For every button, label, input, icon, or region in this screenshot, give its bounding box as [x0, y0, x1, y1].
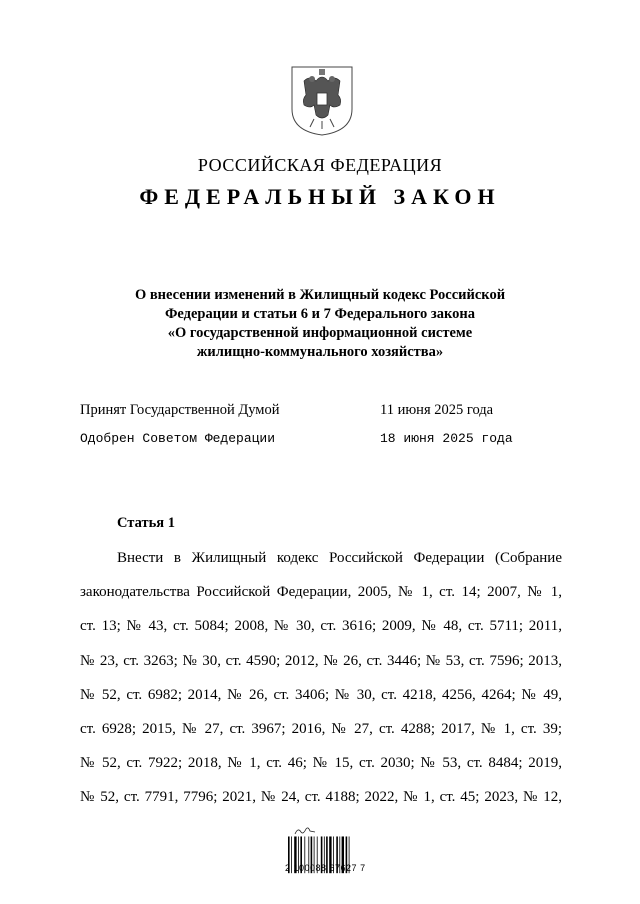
article-body [80, 548, 562, 822]
council-label: Одобрен Советом Федерации [80, 431, 276, 446]
duma-date: 11 июня 2025 года [380, 402, 494, 418]
barcode-number: 2 100088 67627 7 [285, 863, 366, 873]
article-line: № 52, ст. 7791, 7796; 2021, № 24, ст. 4188; 2022, № 1, ст. 45; 2023, № 12, [80, 789, 562, 806]
law-title-line: жилищно-коммунального хозяйства» [196, 344, 444, 360]
article-line: № 23, ст. 3263; № 30, ст. 4590; 2012, № 26, ст. 3446; № 53, ст. 7596; 2013, [80, 652, 562, 669]
document-type: ФЕДЕРАЛЬНЫЙ ЗАКОН [139, 184, 501, 209]
article-line: № 52, ст. 6982; 2014, № 26, ст. 3406; № 30, ст. 4218, 4256, 4264; № 49, [80, 686, 562, 703]
article-line: ст. 6928; 2015, № 27, ст. 3967; 2016, № 27, ст. 4288; 2017, № 1, ст. 39; [80, 720, 562, 737]
coat-of-arms-icon [290, 65, 354, 137]
article-line: Внести в Жилищный кодекс Российской Федерации (Собрание [117, 550, 562, 566]
article-line: законодательства Российской Федерации, 2005, № 1, ст. 14; 2007, № 1, [80, 584, 562, 601]
council-date: 18 июня 2025 года [380, 431, 513, 446]
article-line: № 52, ст. 7922; 2018, № 1, ст. 46; № 15, ст. 2030; № 53, ст. 8484; 2019, [80, 755, 562, 772]
article-heading: Статья 1 [117, 515, 175, 531]
law-title-line: О внесении изменений в Жилищный кодекс Российской [134, 287, 506, 303]
duma-label: Принят Государственной Думой [80, 402, 280, 418]
law-title [0, 286, 640, 362]
article-line: ст. 13; № 43, ст. 5084; 2008, № 30, ст. 3616; 2009, № 48, ст. 5711; 2011, [80, 618, 562, 635]
law-title-line: Федерации и статьи 6 и 7 Федерального закона [164, 306, 476, 322]
law-title-line: «О государственной информационной системе [167, 325, 473, 341]
country-name: РОССИЙСКАЯ ФЕДЕРАЦИЯ [197, 155, 443, 175]
